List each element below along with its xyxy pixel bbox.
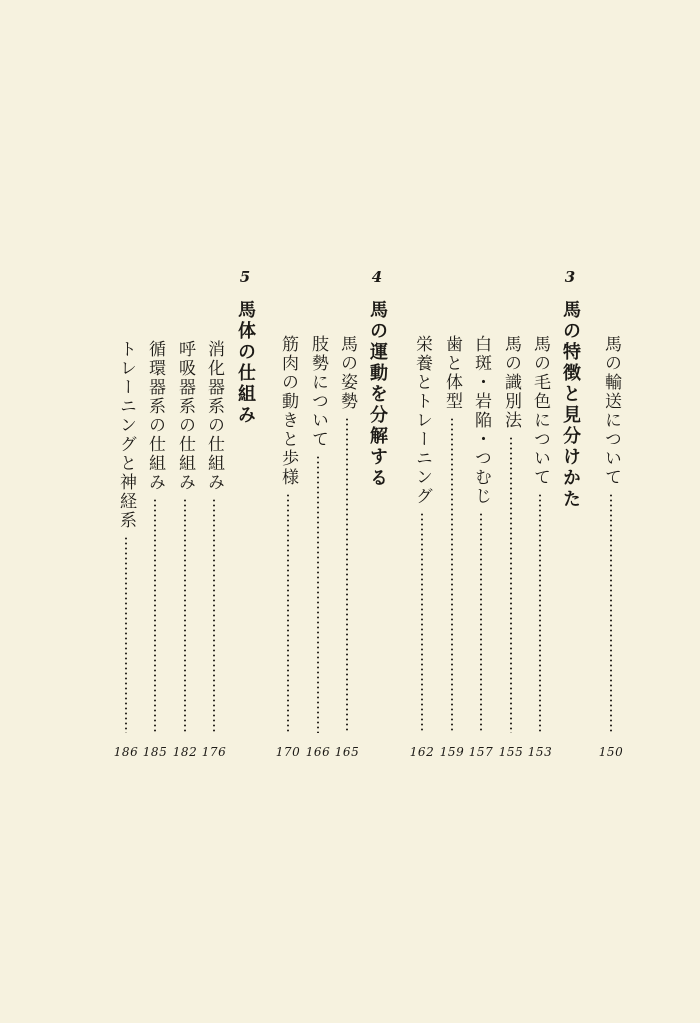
dot-leader [510, 436, 512, 733]
page-number: 155 [498, 745, 524, 759]
toc-entry[interactable] [142, 340, 168, 739]
dot-leader [317, 455, 319, 733]
chapter-title[interactable]: 馬の特徴と見分けかた [560, 300, 581, 510]
toc-entry[interactable] [305, 335, 331, 739]
page-number: 166 [305, 745, 331, 759]
dot-leader [184, 498, 186, 733]
toc-entry-title: 循環器系の仕組み [145, 340, 165, 492]
toc-entry[interactable] [439, 335, 465, 739]
page-number: 182 [172, 745, 198, 759]
toc-entry[interactable] [468, 335, 494, 739]
dot-leader [421, 512, 423, 733]
dot-leader [451, 417, 453, 733]
dot-leader [125, 536, 127, 733]
page-number: 185 [142, 745, 168, 759]
chapter-number: 3 [564, 268, 576, 286]
page-number: 157 [468, 745, 494, 759]
toc-entry-title: 馬の識別法 [501, 335, 521, 430]
dot-leader [346, 417, 348, 733]
toc-entry[interactable] [113, 340, 139, 739]
chapter-title[interactable]: 馬の運動を分解する [367, 300, 388, 489]
toc-entry-title: 馬の姿勢 [337, 335, 357, 411]
page-number: 186 [113, 745, 139, 759]
toc-entry-title: 筋肉の動きと歩様 [278, 335, 298, 487]
page-number: 150 [598, 745, 624, 759]
toc-entry[interactable] [275, 335, 301, 739]
toc-entry[interactable] [527, 335, 553, 739]
toc-entry[interactable] [409, 335, 435, 739]
toc-entry-title: 馬の毛色について [530, 335, 550, 487]
toc-entry-transport[interactable] [598, 335, 624, 739]
chapter-number: 4 [371, 268, 383, 286]
toc-entry-title: 肢勢について [308, 335, 328, 449]
toc-entry-title: 消化器系の仕組み [204, 340, 224, 492]
page-number: 170 [275, 745, 301, 759]
dot-leader [287, 493, 289, 733]
page-number: 159 [439, 745, 465, 759]
dot-leader [610, 493, 612, 733]
page-number: 162 [409, 745, 435, 759]
toc-entry-title: 呼吸器系の仕組み [175, 340, 195, 492]
chapter-number: 5 [239, 268, 251, 286]
dot-leader [480, 512, 482, 733]
toc-entry[interactable] [201, 340, 227, 739]
dot-leader [154, 498, 156, 733]
toc-entry-title: トレーニングと神経系 [116, 340, 136, 530]
toc-entry[interactable] [334, 335, 360, 739]
toc-entry-title: 馬の輸送について [601, 335, 621, 487]
toc-entry-title: 歯と体型 [442, 335, 462, 411]
toc-entry[interactable] [172, 340, 198, 739]
page-number: 165 [334, 745, 360, 759]
toc-entry-title: 栄養とトレーニング [412, 335, 432, 506]
toc-entry[interactable] [498, 335, 524, 739]
toc-entry-title: 白斑・岩陥・つむじ [471, 335, 491, 506]
page-number: 153 [527, 745, 553, 759]
dot-leader [539, 493, 541, 733]
page-number: 176 [201, 745, 227, 759]
chapter-title[interactable]: 馬体の仕組み [235, 300, 256, 426]
dot-leader [213, 498, 215, 733]
